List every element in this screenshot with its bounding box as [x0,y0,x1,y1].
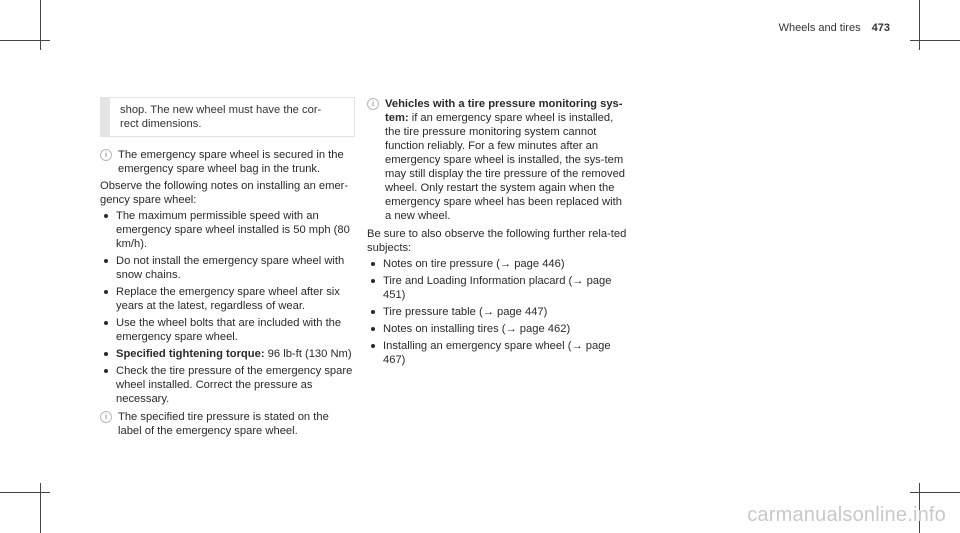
related-link[interactable]: Tire pressure table (→ page 447) [367,305,629,319]
left-column [100,97,355,441]
intro-paragraph: Observe the following notes on installing an emer-gency spare wheel: [100,180,349,206]
watermark: carmanualsonline.info [747,504,946,526]
arrow-icon: → [571,340,583,352]
list-item-torque [100,347,355,361]
arrow-icon: → [505,323,517,335]
arrow-icon: → [482,306,494,318]
related-links-list [367,257,629,367]
crop-mark [919,0,920,50]
crop-mark [910,40,960,41]
info-note [100,410,355,438]
list-item: Replace the emergency spare wheel after six years at the latest, regardless of wear. [100,285,355,313]
related-intro: Be sure to also observe the following further rela-ted subjects: [367,228,627,254]
crop-mark [0,40,50,41]
section-title: Wheels and tires [778,22,861,34]
info-note-body [385,97,629,223]
list-item: Check the tire pressure of the emergency spare wheel installed. Correct the pressure as necessary. [100,364,355,406]
warning-box-text: shop. The new wheel must have the cor- rect dimensions. [120,104,322,130]
related-link[interactable]: Tire and Loading Information placard (→ page 451) [367,274,629,302]
info-note [100,148,355,176]
arrow-icon: → [499,258,512,270]
info-note-text: The emergency spare wheel is secured in the emergency spare wheel bag in the trunk. [118,149,344,175]
info-icon: i [100,149,112,161]
right-column [367,97,629,370]
crop-mark [40,0,41,50]
list-item: Do not install the emergency spare wheel with snow chains. [100,254,355,282]
page-reference[interactable]: page 462 [519,323,567,335]
warning-box-continuation [100,97,355,137]
page-reference[interactable]: page 446 [514,258,561,270]
page-reference[interactable]: page 447 [496,306,544,318]
related-link[interactable]: Notes on installing tires (→ page 462) [367,322,629,336]
bullet-list [100,209,355,406]
related-link[interactable]: Notes on tire pressure (→ page 446) [367,257,629,271]
crop-mark [40,483,41,533]
arrow-icon: → [572,275,584,287]
info-icon: i [367,98,379,110]
list-item: The maximum permissible speed with an emergency spare wheel installed is 50 mph (80 km/h). [100,209,355,251]
list-item: Use the wheel bolts that are included with the emergency spare wheel. [100,316,355,344]
crop-mark [0,492,50,493]
page-reference[interactable]: page 467 [383,340,611,366]
crop-mark [910,492,960,493]
info-note-title: Vehicles with a tire pressure monitoring sys-tem: [385,98,623,124]
info-note [367,97,629,223]
related-link[interactable]: Installing an emergency spare wheel (→ page 467) [367,339,629,367]
torque-label: Specified tightening torque: [116,348,265,360]
torque-value: 96 lb-ft (130 Nm) [267,348,352,360]
page-header [779,22,890,34]
info-note-text: if an emergency spare wheel is installed, the tire pressure monitoring system cannot function reliably. For a few minutes after an emergency spare wheel is installed, the sys-tem may still display the tire pressure of the removed wheel. Only restart the system again when the emergency spare wheel has been replaced with a new wheel. [385,112,626,222]
page-number: 473 [871,22,890,34]
info-icon: i [100,411,112,423]
info-note-text: The specified tire pressure is stated on the label of the emergency spare wheel. [118,411,329,437]
page-reference[interactable]: page 451 [383,275,612,301]
